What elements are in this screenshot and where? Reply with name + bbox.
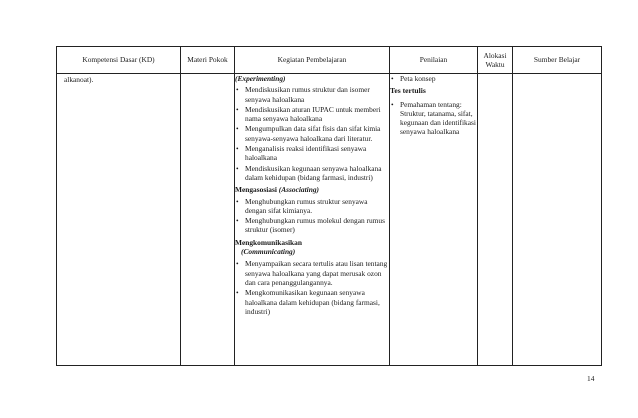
bullet-icon: •: [391, 99, 394, 109]
tes-tertulis-title: Tes tertulis: [390, 86, 426, 96]
syllabus-table: [56, 46, 602, 366]
list-item: [235, 216, 389, 235]
sumber-cell: [513, 74, 602, 366]
header-kd: Kompetensi Dasar (KD): [57, 47, 181, 74]
bullet-icon: •: [236, 216, 239, 226]
header-alokasi-line1: Alokasi: [483, 50, 507, 60]
penilaian-cell: [390, 74, 478, 366]
list-item-text: Mendiskusikan aturan IUPAC untuk memberi nama senyawa haloalkana: [245, 104, 381, 124]
page-number: 14: [587, 374, 595, 383]
associating-title-main: Mengasosiasi: [235, 185, 277, 195]
kegiatan-cell: [235, 74, 390, 366]
list-item-text: Mengkomunikasikan kegunaan senyawa haloalkana dalam kehidupan (bidang farmasi, industri): [245, 288, 380, 316]
header-alokasi-line2: Waktu: [485, 60, 505, 69]
list-item: [235, 164, 389, 183]
bullet-icon: •: [236, 85, 239, 95]
list-item-text: Menghubungkan rumus molekul dengan rumus struktur (isomer): [245, 216, 385, 235]
table-row: [57, 74, 602, 366]
list-item-text: Peta konsep: [400, 74, 436, 83]
tes-tertulis-list: [390, 100, 477, 137]
associating-title: [235, 185, 389, 194]
kd-text: alkanoat).: [64, 75, 94, 84]
experimenting-list: [235, 85, 389, 182]
list-item-text: Mendiskusikan kegunaan senyawa haloalkana dalam kehidupan (bidang farmasi, industri): [245, 163, 382, 182]
list-item-text: Mendiskusikan rumus struktur dan isomer senyawa haloalkana: [245, 85, 370, 104]
header-materi: Materi Pokok: [181, 47, 235, 74]
experimenting-title: (Experimenting): [235, 74, 286, 83]
associating-list: [235, 197, 389, 235]
communicating-list: [235, 259, 389, 316]
bullet-icon: •: [236, 196, 239, 206]
header-row: [57, 47, 602, 74]
communicating-subtitle: (Communicating): [241, 247, 296, 257]
list-item-text: Menganalisis reaksi identifikasi senyawa haloalkana: [245, 144, 367, 163]
bullet-icon: •: [236, 259, 239, 269]
bullet-icon: •: [236, 163, 239, 173]
associating-title-en: (Associating): [278, 185, 319, 195]
list-item-text: Menyampaikan secara tertulis atau lisan tentang senyawa haloalkana yang dapat merusak ozon dan cara penanggulangannya.: [245, 259, 388, 287]
list-item: [235, 105, 389, 124]
bullet-icon: •: [391, 74, 394, 83]
bullet-icon: •: [236, 144, 239, 154]
penilaian-top-list: [390, 74, 477, 83]
list-item-text: Menghubungkan rumus struktur senyawa dengan sifat kimianya.: [245, 196, 368, 215]
materi-cell: [181, 74, 235, 366]
header-sumber: Sumber Belajar: [513, 47, 602, 74]
header-penilaian: Penilaian: [390, 47, 478, 74]
list-item-text: Pemahaman tentang: Struktur, tatanama, sifat, kegunaan dan identifikasi senyawa haloalkana: [400, 99, 476, 137]
list-item: [235, 288, 389, 316]
bullet-icon: •: [236, 288, 239, 298]
list-item: [390, 100, 477, 137]
kd-cell: [57, 74, 181, 366]
header-kegiatan: Kegiatan Pembelajaran: [235, 47, 390, 74]
list-item: [235, 144, 389, 163]
bullet-icon: •: [236, 104, 239, 114]
communicating-title: Mengkomunikasikan: [235, 237, 302, 247]
bullet-icon: •: [236, 124, 239, 134]
list-item: [235, 124, 389, 143]
list-item: [390, 74, 477, 83]
alokasi-cell: [478, 74, 513, 366]
list-item: [235, 197, 389, 216]
list-item: [235, 85, 389, 104]
list-item: [235, 259, 389, 287]
header-alokasi: [478, 47, 513, 74]
list-item-text: Mengumpulkan data sifat fisis dan sifat kimia senyawa-senyawa haloalkana dari literatur.: [245, 124, 381, 143]
